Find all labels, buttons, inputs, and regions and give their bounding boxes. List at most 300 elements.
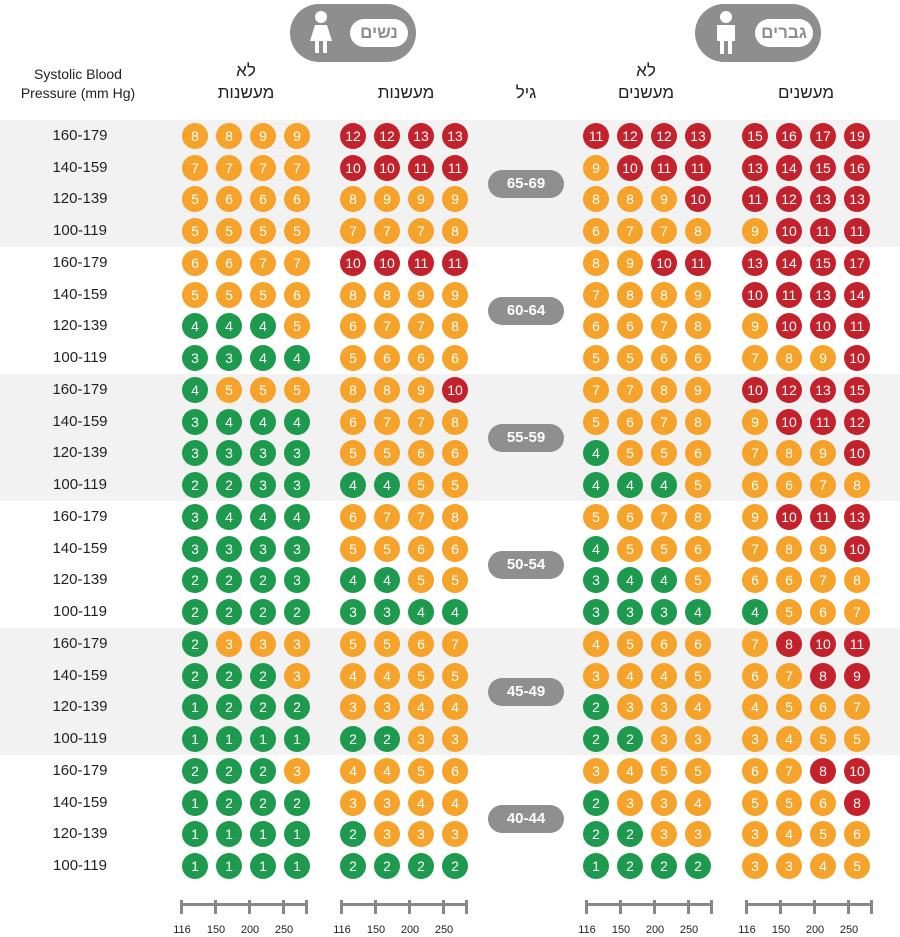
risk-cell: 6 [685, 536, 711, 562]
risk-cell: 12 [776, 186, 802, 212]
risk-cell: 3 [685, 726, 711, 752]
risk-cell: 10 [844, 758, 870, 784]
risk-cell: 3 [216, 631, 242, 657]
risk-cell: 2 [284, 790, 310, 816]
bp-row-label: 120-139 [52, 698, 108, 716]
risk-cell: 6 [442, 345, 468, 371]
risk-cell: 7 [810, 567, 836, 593]
risk-cell: 6 [617, 409, 643, 435]
risk-cell: 4 [284, 409, 310, 435]
risk-cell: 2 [216, 758, 242, 784]
women-smokers-heading: מעשנות [377, 83, 435, 102]
axis-tick [180, 900, 183, 914]
bp-row-label: 120-139 [52, 444, 108, 462]
risk-cell: 3 [651, 821, 677, 847]
risk-cell: 5 [216, 218, 242, 244]
risk-cell: 17 [844, 250, 870, 276]
age-group-label: 60-64 [488, 297, 564, 325]
risk-cell: 1 [216, 853, 242, 879]
age-group-label: 50-54 [488, 551, 564, 579]
risk-cell: 6 [340, 504, 366, 530]
risk-cell: 2 [374, 726, 400, 752]
risk-cell: 3 [583, 567, 609, 593]
risk-cell: 7 [776, 663, 802, 689]
risk-cell: 6 [408, 536, 434, 562]
risk-cell: 10 [442, 377, 468, 403]
risk-cell: 6 [250, 186, 276, 212]
risk-cell: 8 [844, 472, 870, 498]
risk-cell: 4 [250, 345, 276, 371]
risk-cell: 6 [685, 631, 711, 657]
risk-cell: 2 [583, 694, 609, 720]
risk-cell: 10 [844, 440, 870, 466]
risk-cell: 6 [810, 694, 836, 720]
risk-cell: 8 [216, 123, 242, 149]
risk-cell: 8 [651, 282, 677, 308]
risk-cell: 5 [284, 218, 310, 244]
female-figure-icon [296, 8, 346, 58]
risk-cell: 9 [742, 313, 768, 339]
risk-cell: 4 [340, 663, 366, 689]
risk-cell: 2 [182, 631, 208, 657]
risk-cell: 5 [583, 409, 609, 435]
risk-cell: 5 [340, 536, 366, 562]
risk-cell: 11 [844, 631, 870, 657]
bp-row-label: 120-139 [52, 825, 108, 843]
risk-cell: 3 [742, 853, 768, 879]
risk-cell: 6 [742, 663, 768, 689]
risk-cell: 8 [617, 186, 643, 212]
risk-cell: 7 [617, 377, 643, 403]
risk-cell: 8 [442, 218, 468, 244]
risk-cell: 3 [408, 821, 434, 847]
risk-cell: 5 [844, 726, 870, 752]
risk-cell: 12 [617, 123, 643, 149]
risk-cell: 3 [651, 599, 677, 625]
axis-tick [305, 900, 308, 914]
risk-cell: 11 [685, 155, 711, 181]
risk-cell: 2 [583, 821, 609, 847]
risk-cell: 5 [776, 694, 802, 720]
axis-tick-label: 150 [206, 924, 226, 936]
risk-cell: 7 [742, 440, 768, 466]
risk-cell: 3 [617, 694, 643, 720]
risk-cell: 6 [216, 186, 242, 212]
risk-cell: 4 [182, 313, 208, 339]
risk-cell: 5 [250, 282, 276, 308]
risk-cell: 15 [810, 155, 836, 181]
risk-cell: 4 [685, 790, 711, 816]
risk-cell: 3 [742, 821, 768, 847]
bp-row-label: 140-159 [52, 285, 108, 303]
risk-cell: 4 [216, 504, 242, 530]
risk-cell: 5 [685, 758, 711, 784]
risk-cell: 7 [844, 599, 870, 625]
risk-cell: 4 [442, 790, 468, 816]
axis-tick [282, 900, 285, 914]
risk-cell: 12 [844, 409, 870, 435]
risk-cell: 9 [583, 155, 609, 181]
risk-cell: 2 [182, 758, 208, 784]
risk-cell: 2 [182, 567, 208, 593]
risk-cell: 5 [284, 313, 310, 339]
risk-cell: 6 [685, 345, 711, 371]
axis-tick [813, 900, 816, 914]
risk-cell: 10 [742, 282, 768, 308]
axis-tick [442, 900, 445, 914]
risk-cell: 7 [340, 218, 366, 244]
risk-cell: 1 [182, 790, 208, 816]
risk-cell: 1 [284, 821, 310, 847]
risk-cell: 3 [651, 790, 677, 816]
risk-cell: 16 [844, 155, 870, 181]
risk-cell: 2 [583, 790, 609, 816]
risk-cell: 3 [742, 726, 768, 752]
risk-cell: 8 [776, 536, 802, 562]
bp-row-label: 160-179 [52, 508, 108, 525]
axis-line [340, 903, 468, 906]
risk-cell: 3 [216, 536, 242, 562]
risk-cell: 6 [810, 790, 836, 816]
risk-cell: 4 [583, 472, 609, 498]
risk-cell: 5 [374, 631, 400, 657]
men-smokers-heading: מעשנים [777, 83, 835, 102]
risk-cell: 7 [284, 250, 310, 276]
risk-cell: 2 [617, 853, 643, 879]
risk-cell: 3 [651, 726, 677, 752]
risk-cell: 9 [810, 536, 836, 562]
risk-cell: 10 [340, 155, 366, 181]
women-label: נשים [350, 19, 408, 47]
risk-cell: 3 [374, 821, 400, 847]
risk-cell: 7 [182, 155, 208, 181]
cholesterol-axis [578, 900, 715, 937]
risk-cell: 5 [408, 663, 434, 689]
risk-cell: 4 [250, 504, 276, 530]
axis-tick-label: 200 [400, 924, 420, 936]
risk-cell: 7 [408, 218, 434, 244]
risk-cell: 8 [442, 504, 468, 530]
risk-cell: 2 [284, 694, 310, 720]
risk-cell: 7 [374, 218, 400, 244]
risk-cell: 3 [617, 790, 643, 816]
risk-cell: 3 [776, 853, 802, 879]
risk-cell: 9 [844, 663, 870, 689]
risk-cell: 10 [810, 631, 836, 657]
risk-cell: 13 [742, 250, 768, 276]
risk-cell: 3 [442, 726, 468, 752]
risk-cell: 11 [844, 313, 870, 339]
risk-cell: 2 [617, 726, 643, 752]
risk-cell: 2 [182, 472, 208, 498]
risk-cell: 6 [742, 758, 768, 784]
axis-tick-label: 250 [679, 924, 699, 936]
risk-cell: 5 [216, 377, 242, 403]
risk-cell: 3 [583, 758, 609, 784]
risk-cell: 2 [216, 790, 242, 816]
risk-cell: 13 [810, 186, 836, 212]
risk-cell: 2 [182, 599, 208, 625]
risk-cell: 2 [340, 821, 366, 847]
risk-cell: 8 [583, 250, 609, 276]
cholesterol-axis [738, 900, 875, 937]
risk-cell: 9 [810, 345, 836, 371]
risk-cell: 8 [685, 409, 711, 435]
risk-cell: 7 [742, 345, 768, 371]
risk-cell: 4 [776, 821, 802, 847]
axis-tick-label: 250 [434, 924, 454, 936]
risk-cell: 10 [374, 155, 400, 181]
risk-cell: 2 [250, 663, 276, 689]
risk-cell: 4 [810, 853, 836, 879]
risk-cell: 1 [284, 726, 310, 752]
risk-cell: 8 [340, 377, 366, 403]
risk-cell: 1 [182, 726, 208, 752]
risk-cell: 11 [583, 123, 609, 149]
risk-cell: 10 [374, 250, 400, 276]
risk-cell: 5 [408, 567, 434, 593]
risk-cell: 2 [250, 567, 276, 593]
axis-tick [214, 900, 217, 914]
risk-cell: 7 [583, 377, 609, 403]
axis-tick [745, 900, 748, 914]
risk-cell: 8 [374, 377, 400, 403]
risk-cell: 11 [408, 155, 434, 181]
risk-cell: 9 [651, 186, 677, 212]
risk-cell: 9 [685, 282, 711, 308]
risk-cell: 10 [844, 345, 870, 371]
bp-row-label: 140-159 [52, 793, 108, 811]
axis-tick-label: 116 [578, 924, 596, 936]
risk-cell: 5 [250, 218, 276, 244]
risk-cell: 4 [374, 663, 400, 689]
risk-cell: 11 [685, 250, 711, 276]
men-badge [695, 4, 821, 62]
risk-cell: 7 [374, 313, 400, 339]
women-badge [290, 4, 416, 62]
axis-tick-label: 250 [839, 924, 859, 936]
risk-cell: 5 [408, 758, 434, 784]
risk-cell: 5 [810, 821, 836, 847]
risk-cell: 4 [340, 567, 366, 593]
risk-cell: 6 [776, 472, 802, 498]
risk-cell: 11 [810, 409, 836, 435]
risk-cell: 3 [340, 694, 366, 720]
risk-cell: 5 [182, 186, 208, 212]
risk-cell: 6 [742, 567, 768, 593]
risk-cell: 6 [408, 440, 434, 466]
risk-cell: 10 [810, 313, 836, 339]
risk-cell: 7 [617, 218, 643, 244]
bp-row-label: 140-159 [52, 666, 108, 684]
axis-tick-label: 150 [366, 924, 386, 936]
risk-cell: 5 [340, 631, 366, 657]
bp-row-label: 120-139 [52, 571, 108, 589]
risk-cell: 3 [583, 599, 609, 625]
risk-cell: 9 [742, 218, 768, 244]
risk-cell: 5 [374, 536, 400, 562]
risk-cell: 6 [442, 758, 468, 784]
risk-cell: 4 [374, 758, 400, 784]
risk-cell: 1 [583, 853, 609, 879]
age-heading: גיל [515, 83, 537, 102]
risk-cell: 5 [182, 282, 208, 308]
risk-cell: 4 [651, 567, 677, 593]
risk-cell: 2 [250, 758, 276, 784]
risk-cell: 3 [583, 663, 609, 689]
risk-cell: 5 [442, 663, 468, 689]
risk-cell: 15 [810, 250, 836, 276]
risk-cell: 8 [340, 282, 366, 308]
risk-cell: 9 [442, 282, 468, 308]
risk-cell: 4 [617, 663, 643, 689]
risk-cell: 1 [250, 726, 276, 752]
risk-cell: 5 [340, 440, 366, 466]
bp-row-label: 160-179 [52, 254, 108, 271]
risk-cell: 5 [776, 790, 802, 816]
risk-cell: 13 [408, 123, 434, 149]
axis-tick [779, 900, 782, 914]
risk-cell: 9 [685, 377, 711, 403]
risk-cell: 6 [284, 282, 310, 308]
risk-cell: 9 [408, 282, 434, 308]
age-group-label: 65-69 [488, 170, 564, 198]
systolic-bp-label: Systolic Blood Pressure (mm Hg) [20, 66, 136, 101]
risk-cell: 5 [216, 282, 242, 308]
risk-cell: 3 [374, 599, 400, 625]
risk-cell: 5 [284, 377, 310, 403]
risk-cell: 10 [651, 250, 677, 276]
risk-cell: 6 [617, 504, 643, 530]
risk-cell: 3 [374, 694, 400, 720]
risk-cell: 6 [442, 536, 468, 562]
bp-row-label: 100-119 [53, 476, 107, 494]
risk-cell: 6 [216, 250, 242, 276]
risk-cell: 7 [250, 250, 276, 276]
risk-cell: 7 [442, 631, 468, 657]
risk-cell: 6 [776, 567, 802, 593]
risk-cell: 4 [340, 758, 366, 784]
male-figure-icon [701, 8, 751, 58]
risk-cell: 2 [651, 853, 677, 879]
axis-tick [374, 900, 377, 914]
risk-cell: 2 [250, 694, 276, 720]
risk-cell: 10 [685, 186, 711, 212]
risk-cell: 1 [216, 821, 242, 847]
risk-cell: 2 [340, 726, 366, 752]
risk-cell: 7 [408, 504, 434, 530]
age-group-label: 55-59 [488, 424, 564, 452]
bp-row-label: 140-159 [52, 412, 108, 430]
risk-cell: 2 [182, 663, 208, 689]
risk-cell: 3 [284, 758, 310, 784]
axis-tick-label: 250 [274, 924, 294, 936]
axis-tick-label: 116 [333, 924, 351, 936]
risk-cell: 7 [651, 504, 677, 530]
risk-cell: 3 [685, 821, 711, 847]
risk-cell: 5 [583, 504, 609, 530]
risk-cell: 7 [776, 758, 802, 784]
axis-tick [870, 900, 873, 914]
risk-cell: 12 [776, 377, 802, 403]
risk-cell: 9 [617, 250, 643, 276]
risk-cell: 8 [776, 631, 802, 657]
risk-cell: 4 [216, 409, 242, 435]
risk-cell: 4 [284, 504, 310, 530]
bp-row-label: 160-179 [52, 635, 108, 652]
risk-cell: 4 [685, 694, 711, 720]
risk-cell: 4 [617, 758, 643, 784]
risk-cell: 8 [685, 313, 711, 339]
risk-cell: 3 [284, 440, 310, 466]
risk-cell: 4 [776, 726, 802, 752]
bp-row-label: 100-119 [53, 603, 107, 621]
risk-cell: 7 [408, 409, 434, 435]
risk-cell: 1 [182, 853, 208, 879]
risk-cell: 8 [374, 282, 400, 308]
axis-tick-label: 200 [240, 924, 260, 936]
risk-cell: 16 [776, 123, 802, 149]
risk-cell: 5 [617, 440, 643, 466]
risk-cell: 8 [182, 123, 208, 149]
risk-cell: 8 [844, 567, 870, 593]
risk-cell: 4 [408, 694, 434, 720]
risk-cell: 3 [182, 409, 208, 435]
risk-cell: 4 [408, 599, 434, 625]
bp-row-label: 120-139 [52, 190, 108, 208]
risk-cell: 5 [617, 345, 643, 371]
risk-cell: 3 [340, 790, 366, 816]
risk-cell: 4 [340, 472, 366, 498]
risk-cell: 13 [844, 504, 870, 530]
bp-row-label: 100-119 [53, 349, 107, 367]
axis-tick [619, 900, 622, 914]
risk-cell: 3 [374, 790, 400, 816]
risk-cell: 7 [651, 409, 677, 435]
risk-cell: 3 [250, 440, 276, 466]
axis-tick [465, 900, 468, 914]
risk-cell: 2 [340, 853, 366, 879]
risk-cell: 1 [250, 853, 276, 879]
risk-cell: 2 [216, 567, 242, 593]
risk-cell: 1 [284, 853, 310, 879]
risk-cell: 5 [182, 218, 208, 244]
risk-cell: 10 [776, 313, 802, 339]
risk-cell: 11 [651, 155, 677, 181]
bp-row-label: 100-119 [53, 222, 107, 240]
risk-cell: 4 [685, 599, 711, 625]
risk-cell: 4 [617, 472, 643, 498]
risk-cell: 13 [685, 123, 711, 149]
risk-cell: 2 [284, 599, 310, 625]
risk-cell: 2 [216, 472, 242, 498]
risk-cell: 8 [340, 186, 366, 212]
risk-cell: 6 [408, 345, 434, 371]
risk-cell: 6 [742, 472, 768, 498]
risk-cell: 3 [182, 536, 208, 562]
risk-cell: 2 [408, 853, 434, 879]
risk-cell: 1 [182, 694, 208, 720]
risk-cell: 8 [810, 758, 836, 784]
axis-tick [847, 900, 850, 914]
risk-cell: 9 [442, 186, 468, 212]
risk-cell: 6 [651, 345, 677, 371]
risk-cell: 3 [182, 504, 208, 530]
axis-tick-label: 150 [771, 924, 791, 936]
risk-cell: 3 [284, 536, 310, 562]
risk-cell: 7 [810, 472, 836, 498]
risk-cell: 15 [742, 123, 768, 149]
